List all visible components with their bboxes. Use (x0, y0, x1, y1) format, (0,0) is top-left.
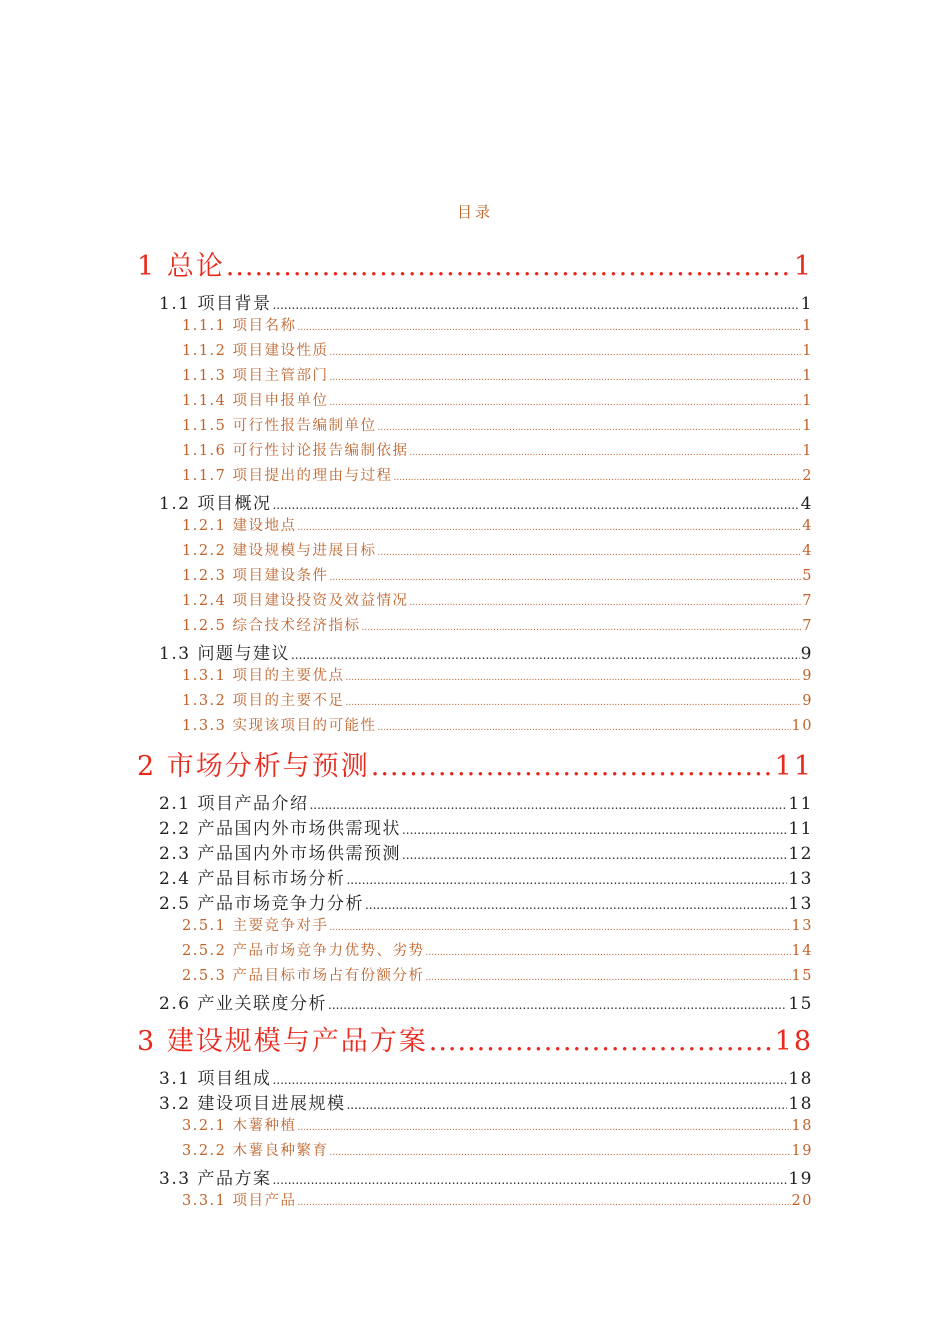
toc-entry-label: 1.1.2 项目建设性质 (182, 343, 329, 359)
toc-entry-label: 1.2.3 项目建设条件 (182, 568, 329, 584)
toc-entry-page-number: 1 (793, 251, 813, 282)
toc-entry-label: 2.4 产品目标市场分析 (159, 869, 346, 889)
toc-entry-level-3[interactable] (182, 664, 813, 685)
toc-entry-level-3[interactable] (182, 339, 813, 360)
toc-dot-leader (378, 723, 791, 733)
toc-dot-leader (330, 923, 791, 933)
toc-entry-page-number: 4 (802, 543, 813, 559)
toc-dot-leader (330, 373, 802, 383)
toc-entry-page-number: 1 (802, 368, 813, 384)
toc-entry-level-3[interactable] (182, 564, 813, 585)
toc-entry-page-number: 1 (802, 443, 813, 459)
toc-entry-page-number: 9 (800, 644, 813, 664)
toc-entry-label: 1.2.4 项目建设投资及效益情况 (182, 593, 409, 609)
toc-entry-page-number: 19 (791, 1143, 813, 1159)
toc-dot-leader (362, 623, 802, 633)
toc-dot-leader (410, 448, 802, 458)
toc-entry-label: 2.1 项目产品介绍 (159, 794, 309, 814)
toc-entry-page-number: 1 (802, 343, 813, 359)
toc-entry-level-3[interactable] (182, 964, 813, 985)
toc-entry-level-3[interactable] (182, 914, 813, 935)
toc-entry-page-number: 13 (788, 869, 813, 889)
toc-entry-level-3[interactable] (182, 514, 813, 535)
toc-dot-leader (272, 498, 799, 512)
toc-entry-label: 2.5 产品市场竞争力分析 (159, 894, 364, 914)
toc-entry-page-number: 20 (791, 1193, 813, 1209)
toc-entry-label: 3 建设规模与产品方案 (137, 1026, 428, 1057)
toc-entry-level-3[interactable] (182, 1189, 813, 1210)
toc-dot-leader (330, 573, 802, 583)
toc-dot-leader (346, 673, 802, 683)
toc-entry-level-3[interactable] (182, 314, 813, 335)
toc-entry-level-3[interactable] (182, 589, 813, 610)
toc-entry-page-number: 15 (791, 968, 813, 984)
toc-entry-level-3[interactable] (182, 1114, 813, 1135)
toc-dot-leader (394, 473, 802, 483)
toc-entry-level-2[interactable] (159, 1089, 813, 1114)
toc-dot-leader (378, 423, 802, 433)
toc-dot-leader (426, 948, 791, 958)
toc-entry-page-number: 4 (800, 494, 813, 514)
toc-dot-leader (272, 1173, 787, 1187)
toc-entry-level-3[interactable] (182, 614, 813, 635)
toc-entry-page-number: 2 (802, 468, 813, 484)
toc-entry-level-2[interactable] (159, 289, 813, 314)
toc-entry-level-3[interactable] (182, 389, 813, 410)
toc-entry-page-number: 18 (788, 1069, 813, 1089)
toc-dot-leader (291, 648, 800, 662)
toc-entry-level-1[interactable] (137, 244, 813, 283)
toc-entry-page-number: 18 (788, 1094, 813, 1114)
toc-entry-level-3[interactable] (182, 1139, 813, 1160)
toc-dot-leader (330, 348, 802, 358)
toc-entry-level-3[interactable] (182, 714, 813, 735)
toc-entry-level-1[interactable] (137, 744, 813, 783)
toc-dot-leader (410, 598, 802, 608)
toc-entry-label: 1.1.5 可行性报告编制单位 (182, 418, 377, 434)
toc-dot-leader (346, 1098, 787, 1112)
toc-entry-level-3[interactable] (182, 414, 813, 435)
toc-entry-page-number: 5 (802, 568, 813, 584)
toc-entry-page-number: 11 (788, 794, 813, 814)
toc-dot-leader (365, 898, 787, 912)
toc-entry-page-number: 1 (802, 418, 813, 434)
toc-dot-leader (330, 398, 802, 408)
toc-entry-page-number: 7 (802, 618, 813, 634)
toc-title: 目录 (456, 203, 493, 221)
toc-entry-label: 2.3 产品国内外市场供需预测 (159, 844, 401, 864)
toc-entry-level-3[interactable] (182, 364, 813, 385)
toc-entry-label: 2.5.1 主要竞争对手 (182, 918, 329, 934)
toc-entry-label: 2.5.3 产品目标市场占有份额分析 (182, 968, 425, 984)
toc-entry-label: 1.3 问题与建议 (159, 644, 290, 664)
toc-entry-page-number: 14 (791, 943, 813, 959)
toc-dot-leader (298, 523, 802, 533)
toc-dot-leader (346, 698, 802, 708)
toc-dot-leader (402, 848, 787, 862)
toc-entry-page-number: 18 (774, 1026, 813, 1057)
toc-entry-label: 1.1.1 项目名称 (182, 318, 297, 334)
toc-entry-page-number: 7 (802, 593, 813, 609)
toc-entry-label: 1.1.7 项目提出的理由与过程 (182, 468, 393, 484)
toc-entry-label: 1.2.2 建设规模与进展目标 (182, 543, 377, 559)
toc-entry-page-number: 11 (788, 819, 813, 839)
toc-entry-page-number: 13 (788, 894, 813, 914)
toc-entry-label: 2.5.2 产品市场竞争力优势、劣势 (182, 943, 425, 959)
toc-entry-label: 1.3.2 项目的主要不足 (182, 693, 345, 709)
toc-dot-leader (298, 1123, 791, 1133)
toc-entry-page-number: 10 (791, 718, 813, 734)
toc-entry-level-3[interactable] (182, 439, 813, 460)
toc-entry-label: 2.2 产品国内外市场供需现状 (159, 819, 401, 839)
toc-dot-leader (272, 1073, 787, 1087)
toc-entry-label: 2.6 产业关联度分析 (159, 994, 327, 1014)
toc-entry-level-3[interactable] (182, 539, 813, 560)
toc-entry-label: 1.2.5 综合技术经济指标 (182, 618, 361, 634)
toc-entry-level-2[interactable] (159, 789, 813, 814)
toc-entry-page-number: 11 (774, 751, 813, 782)
toc-entry-level-3[interactable] (182, 464, 813, 485)
toc-dot-leader (371, 751, 774, 782)
toc-entry-label: 2 市场分析与预测 (137, 751, 370, 782)
toc-dot-leader (330, 1148, 791, 1158)
toc-entry-label: 3.1 项目组成 (159, 1069, 272, 1089)
toc-entry-page-number: 18 (791, 1118, 813, 1134)
toc-entry-page-number: 9 (802, 668, 813, 684)
toc-entry-label: 1.1 项目背景 (159, 294, 272, 314)
toc-dot-leader (298, 1198, 791, 1208)
toc-entry-label: 1.1.6 可行性讨论报告编制依据 (182, 443, 409, 459)
toc-entry-level-3[interactable] (182, 939, 813, 960)
toc-entry-level-2[interactable] (159, 489, 813, 514)
toc-entry-level-2[interactable] (159, 889, 813, 914)
toc-entry-level-2[interactable] (159, 1164, 813, 1189)
toc-entry-page-number: 1 (802, 318, 813, 334)
toc-entry-level-2[interactable] (159, 839, 813, 864)
toc-entry-label: 1.1.3 项目主管部门 (182, 368, 329, 384)
toc-entry-label: 3.3 产品方案 (159, 1169, 272, 1189)
toc-entry-label: 1.1.4 项目申报单位 (182, 393, 329, 409)
toc-dot-leader (309, 798, 787, 812)
toc-entry-page-number: 15 (788, 994, 813, 1014)
toc-entry-level-2[interactable] (159, 864, 813, 889)
toc-entry-page-number: 1 (802, 393, 813, 409)
toc-entry-page-number: 9 (802, 693, 813, 709)
toc-entry-label: 3.3.1 项目产品 (182, 1193, 297, 1209)
toc-dot-leader (226, 251, 793, 282)
toc-entry-level-1[interactable] (137, 1019, 813, 1058)
toc-entry-label: 3.2.2 木薯良种繁育 (182, 1143, 329, 1159)
toc-entry-level-2[interactable] (159, 814, 813, 839)
toc-entry-level-2[interactable] (159, 989, 813, 1014)
toc-dot-leader (298, 323, 802, 333)
toc-entry-level-2[interactable] (159, 639, 813, 664)
toc-dot-leader (346, 873, 787, 887)
toc-entry-level-3[interactable] (182, 689, 813, 710)
toc-entry-label: 1.3.3 实现该项目的可能性 (182, 718, 377, 734)
toc-dot-leader (429, 1026, 774, 1057)
toc-entry-page-number: 12 (788, 844, 813, 864)
toc-dot-leader (402, 823, 787, 837)
toc-entry-label: 1.3.1 项目的主要优点 (182, 668, 345, 684)
toc-entry-label: 1.2 项目概况 (159, 494, 272, 514)
toc-entry-page-number: 1 (800, 294, 813, 314)
toc-dot-leader (378, 548, 802, 558)
toc-dot-leader (426, 973, 791, 983)
toc-entry-label: 1 总论 (137, 251, 225, 282)
toc-entry-page-number: 13 (791, 918, 813, 934)
toc-entry-page-number: 4 (802, 518, 813, 534)
toc-entry-label: 3.2.1 木薯种植 (182, 1118, 297, 1134)
toc-entry-label: 3.2 建设项目进展规模 (159, 1094, 346, 1114)
toc-dot-leader (272, 298, 799, 312)
toc-entry-level-2[interactable] (159, 1064, 813, 1089)
toc-dot-leader (328, 998, 787, 1012)
toc-entry-page-number: 19 (788, 1169, 813, 1189)
toc-entry-label: 1.2.1 建设地点 (182, 518, 297, 534)
